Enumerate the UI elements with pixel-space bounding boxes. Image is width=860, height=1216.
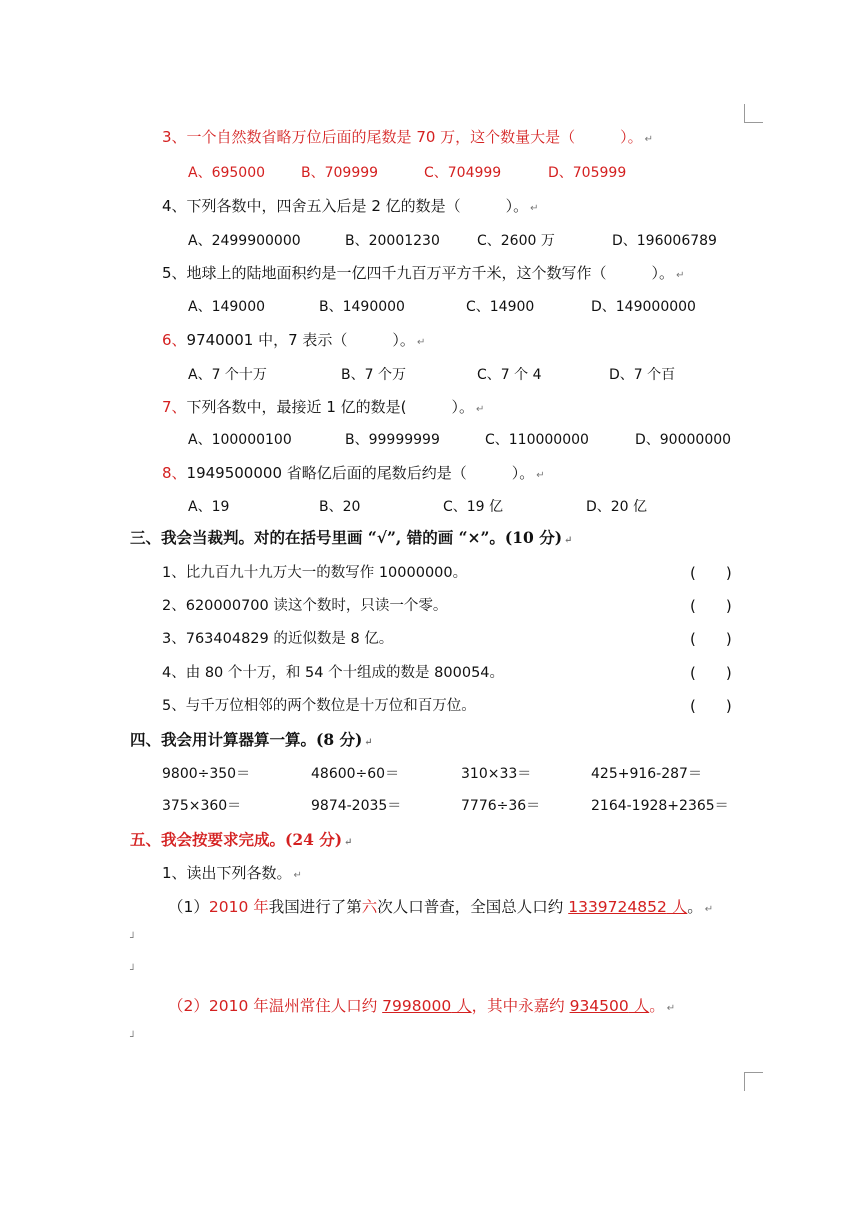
q3-option-a: A、695000	[188, 165, 266, 181]
calc-problem-4: 425+916-287＝	[591, 766, 702, 782]
judge-answer-paren-4[interactable]: ( )	[690, 664, 732, 682]
calc-problem-6: 9874-2035＝	[311, 798, 402, 814]
q4-option-d: D、196006789	[612, 233, 717, 249]
q4-option-a: A、2499900000	[188, 233, 301, 249]
judge-answer-paren-3[interactable]: ( )	[690, 630, 732, 648]
question-5-stem: 5、地球上的陆地面积约是一亿四千九百万平方千米，这个数写作（ ）。 ↵	[162, 264, 685, 282]
q5-option-a: A、149000	[188, 299, 266, 315]
section-3-heading: 三、我会当裁判。对的在括号里画 “√”, 错的画 “×”。(10 分) ↵	[130, 528, 573, 547]
calc-problem-7: 7776÷36＝	[461, 798, 541, 814]
q3-option-c: C、704999	[424, 165, 502, 181]
q6-option-d: D、7 个百	[609, 367, 676, 383]
calc-problem-1: 9800÷350＝	[162, 766, 251, 782]
question-6-stem: 6、9740001 中，7 表示（ ）。 ↵	[162, 331, 426, 349]
reading-item-2: （2）2010 年温州常住人口约 7998000 人，其中永嘉约 934500 人。 ↵	[168, 997, 676, 1015]
question-7-stem: 7、下列各数中，最接近 1 亿的数是( ）。 ↵	[162, 398, 485, 416]
judge-item-1: 1、比九百九十九万大一的数写作 10000000。	[162, 565, 468, 581]
calc-problem-8: 2164-1928+2365＝	[591, 798, 729, 814]
judge-answer-paren-1[interactable]: ( )	[690, 564, 732, 582]
section-5-sub-1: 1、读出下列各数。 ↵	[162, 864, 302, 882]
q3-option-d: D、705999	[548, 165, 627, 181]
calc-problem-5: 375×360＝	[162, 798, 242, 814]
q7-option-d: D、90000000	[635, 432, 732, 448]
q5-option-c: C、14900	[466, 299, 535, 315]
q8-option-b: B、20	[319, 499, 361, 515]
q6-option-b: B、7 个万	[341, 367, 406, 383]
section-4-heading: 四、我会用计算器算一算。(8 分) ↵	[130, 730, 373, 749]
q7-option-c: C、110000000	[485, 432, 589, 448]
judge-answer-paren-2[interactable]: ( )	[690, 597, 732, 615]
q6-option-c: C、7 个 4	[477, 367, 542, 383]
question-3-stem: 3、一个自然数省略万位后面的尾数是 70 万，这个数量大是（ ）。 ↵	[162, 128, 654, 146]
judge-item-3: 3、763404829 的近似数是 8 亿。	[162, 631, 394, 647]
q3-option-b: B、709999	[301, 165, 379, 181]
q7-option-b: B、99999999	[345, 432, 440, 448]
q5-option-d: D、149000000	[591, 299, 696, 315]
q7-option-a: A、100000100	[188, 432, 292, 448]
line-break-mark: ┘	[130, 965, 137, 976]
line-break-mark: ┘	[130, 1032, 137, 1043]
q4-option-c: C、2600 万	[477, 233, 555, 249]
q6-option-a: A、7 个十万	[188, 367, 267, 383]
q8-option-c: C、19 亿	[443, 499, 504, 515]
calc-problem-2: 48600÷60＝	[311, 766, 400, 782]
judge-item-5: 5、与千万位相邻的两个数位是十万位和百万位。	[162, 698, 476, 714]
page-corner-mark-bottom	[744, 1072, 763, 1091]
question-8-stem: 8、1949500000 省略亿后面的尾数后约是（ ）。 ↵	[162, 464, 545, 482]
judge-answer-paren-5[interactable]: ( )	[690, 697, 732, 715]
reading-item-1: （1）2010 年我国进行了第六次人口普查，全国总人口约 1339724852 人。 ↵	[168, 898, 714, 916]
judge-item-4: 4、由 80 个十万，和 54 个十组成的数是 800054。	[162, 665, 505, 681]
section-5-heading: 五、我会按要求完成。(24 分) ↵	[130, 830, 353, 849]
page-corner-mark-top	[744, 104, 763, 123]
question-4-stem: 4、下列各数中，四舍五入后是 2 亿的数是（ ）。 ↵	[162, 197, 539, 215]
judge-item-2: 2、620000700 读这个数时，只读一个零。	[162, 598, 448, 614]
line-break-mark: ┘	[130, 933, 137, 944]
calc-problem-3: 310×33＝	[461, 766, 532, 782]
q8-option-a: A、19	[188, 499, 230, 515]
q5-option-b: B、1490000	[319, 299, 405, 315]
q8-option-d: D、20 亿	[586, 499, 648, 515]
q4-option-b: B、20001230	[345, 233, 440, 249]
